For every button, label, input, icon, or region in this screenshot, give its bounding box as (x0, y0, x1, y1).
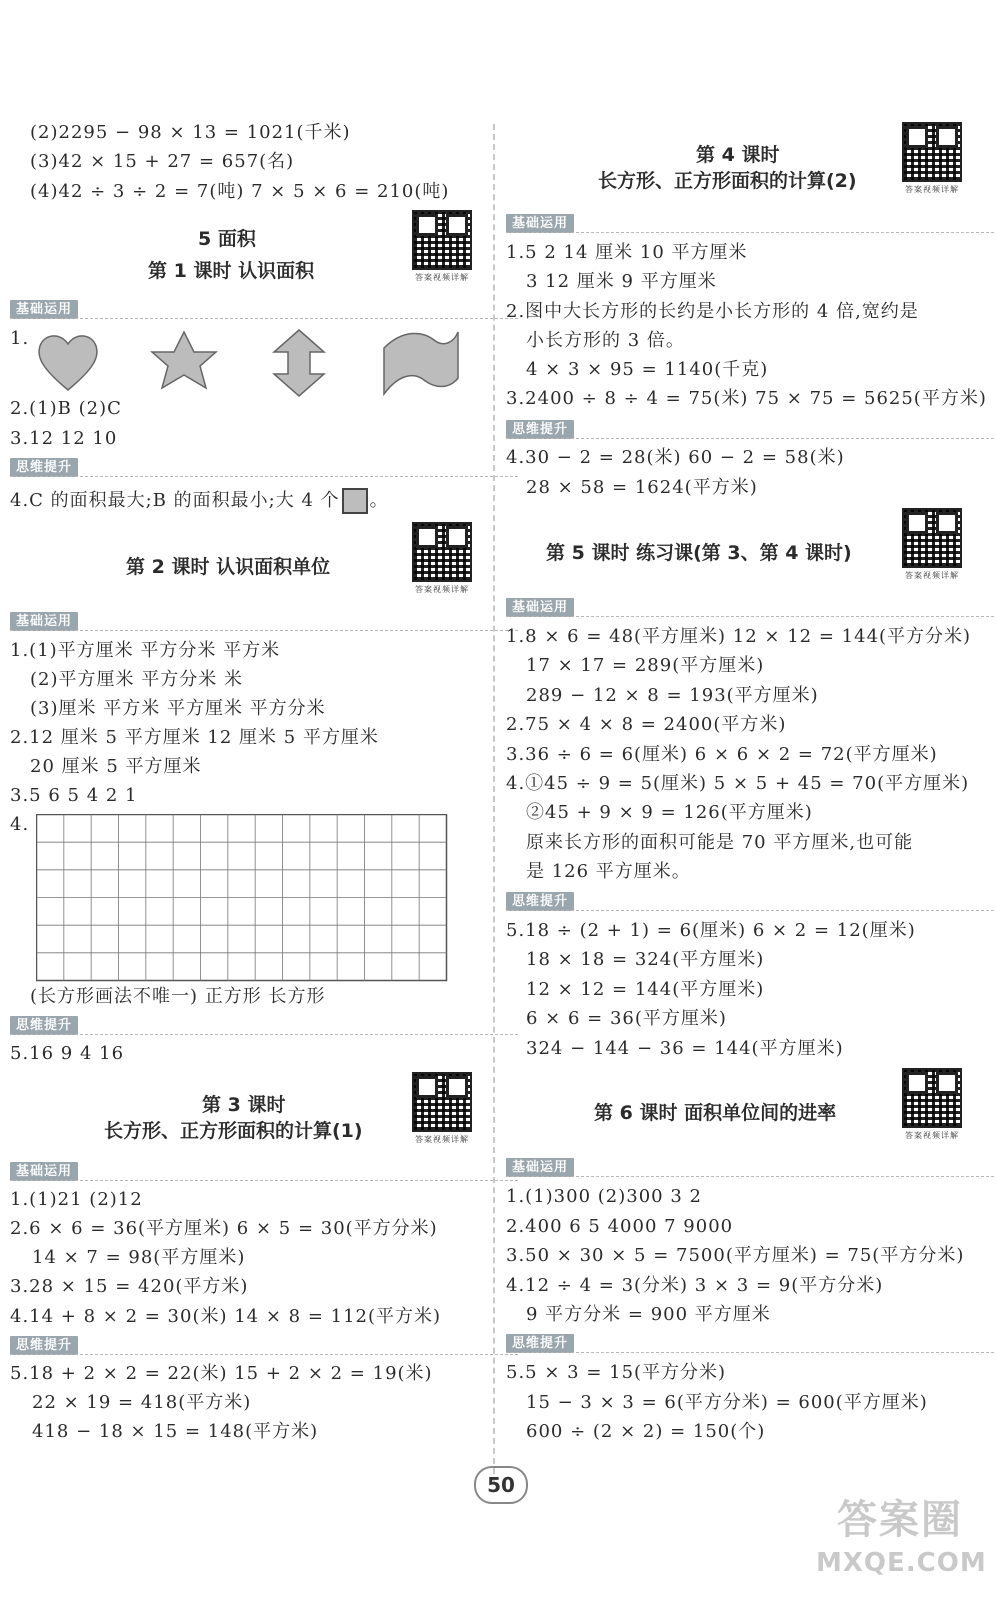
section-tag-think: 思维提升 (10, 1336, 78, 1355)
qr-code-icon (902, 508, 962, 568)
answer-line: 20 厘米 5 平方厘米 (30, 756, 202, 777)
double-arrow-shape (274, 330, 324, 396)
qr-code[interactable] (896, 1068, 968, 1141)
answer-line: 15 − 3 × 3 = 6(平方分米) = 600(平方厘米) (526, 1392, 928, 1413)
answer-line: 1.(1)300 (2)300 3 2 (506, 1186, 702, 1207)
lesson-subtitle: 长方形、正方形面积的计算(2) (598, 170, 857, 192)
star-shape (152, 332, 216, 388)
answer-line: ②45 + 9 × 9 = 126(平方厘米) (526, 802, 813, 823)
section-tag-basic: 基础运用 (10, 1162, 78, 1181)
answer-line: 3 12 厘米 9 平方厘米 (526, 271, 717, 292)
qr-code-icon (412, 1072, 472, 1132)
qr-code-icon (412, 522, 472, 582)
qr-caption: 答案视频详解 (905, 185, 959, 194)
lesson-title: 第 5 课时 练习课(第 3、第 4 课时) (546, 542, 852, 564)
answer-line: 289 − 12 × 8 = 193(平方厘米) (526, 685, 819, 706)
unit-square-icon (342, 488, 368, 514)
answer-line: 4 × 3 × 95 = 1140(千克) (526, 359, 769, 380)
answer-line: 1. (10, 328, 30, 349)
qr-caption: 答案视频详解 (415, 585, 469, 594)
answer-line: 9 平方分米 = 900 平方厘米 (526, 1304, 771, 1325)
answer-line: 12 × 12 = 144(平方厘米) (526, 979, 765, 1000)
answer-line: 6 × 6 = 36(平方厘米) (526, 1008, 727, 1029)
answer-line: 22 × 19 = 418(平方米) (32, 1392, 252, 1413)
answer-line: 2.75 × 4 × 8 = 2400(平方米) (506, 714, 787, 735)
qr-caption: 答案视频详解 (905, 571, 959, 580)
qr-caption: 答案视频详解 (905, 1131, 959, 1140)
left-column (8, 0, 488, 1480)
answer-line: 2.图中大长方形的长约是小长方形的 4 倍,宽约是 (506, 301, 919, 322)
section-tag-think: 思维提升 (506, 420, 574, 439)
answer-line: 2.(1)B (2)C (10, 398, 122, 419)
answer-line: 5.5 × 3 = 15(平方分米) (506, 1362, 727, 1383)
lesson-title: 第 6 课时 面积单位间的进率 (594, 1102, 837, 1124)
answer-line: 4.14 + 8 × 2 = 30(米) 14 × 8 = 112(平方米) (10, 1306, 442, 1327)
answer-line: 3.2400 ÷ 8 ÷ 4 = 75(米) 75 × 75 = 5625(平方米) (506, 388, 987, 409)
answer-line: 5.16 9 4 16 (10, 1043, 125, 1064)
section-tag-think: 思维提升 (10, 458, 78, 477)
answer-line: 5.18 + 2 × 2 = 22(米) 15 + 2 × 2 = 19(米) (10, 1363, 433, 1384)
lesson-title: 第 1 课时 认识面积 (148, 260, 315, 282)
answer-line: 3.12 12 10 (10, 428, 118, 449)
answer-line: 28 × 58 = 1624(平方米) (526, 477, 758, 498)
square-grid (36, 814, 448, 982)
section-tag-think: 思维提升 (506, 1334, 574, 1353)
section-tag-basic: 基础运用 (506, 598, 574, 617)
column-divider (493, 124, 495, 1484)
answer-line: 324 − 144 − 36 = 144(平方厘米) (526, 1038, 844, 1059)
watermark-url: MXQE.COM (816, 1548, 987, 1578)
qr-code[interactable] (406, 522, 478, 595)
heart-shape (39, 336, 97, 390)
qr-code-icon (902, 1068, 962, 1128)
section-tag-think: 思维提升 (506, 892, 574, 911)
answer-text: 4.C 的面积最大;B 的面积最小;大 4 个 (10, 490, 340, 511)
answer-line: 3.50 × 30 × 5 = 7500(平方厘米) = 75(平方分米) (506, 1245, 965, 1266)
answer-line (10, 488, 389, 514)
answer-line: (4)42 ÷ 3 ÷ 2 = 7(吨) 7 × 5 × 6 = 210(吨) (30, 181, 450, 202)
answer-line: 1.5 2 14 厘米 10 平方厘米 (506, 242, 748, 263)
qr-code-icon (902, 122, 962, 182)
answer-line: 18 × 18 = 324(平方厘米) (526, 949, 765, 970)
section-tag-think: 思维提升 (10, 1016, 78, 1035)
answer-line: 3.36 ÷ 6 = 6(厘米) 6 × 6 × 2 = 72(平方厘米) (506, 744, 938, 765)
lesson-title: 第 2 课时 认识面积单位 (126, 556, 331, 578)
flag-shape (384, 332, 458, 394)
answer-line: 1.8 × 6 = 48(平方厘米) 12 × 12 = 144(平方分米) (506, 626, 972, 647)
shapes-figure (34, 328, 464, 398)
answer-line: 4.30 − 2 = 28(米) 60 − 2 = 58(米) (506, 447, 845, 468)
right-column (506, 0, 986, 1480)
qr-caption: 答案视频详解 (415, 1135, 469, 1144)
answer-line: (2)平方厘米 平方分米 米 (30, 669, 243, 690)
lesson-title: 第 4 课时 (696, 144, 780, 166)
qr-caption: 答案视频详解 (415, 273, 469, 282)
qr-code-icon (412, 210, 472, 270)
answer-line: 14 × 7 = 98(平方厘米) (32, 1247, 246, 1268)
qr-code[interactable] (406, 210, 478, 283)
answer-line: 2.6 × 6 = 36(平方厘米) 6 × 5 = 30(平方分米) (10, 1218, 438, 1239)
answer-line: 小长方形的 3 倍。 (526, 330, 685, 351)
answer-line: 17 × 17 = 289(平方厘米) (526, 655, 765, 676)
qr-code[interactable] (406, 1072, 478, 1145)
answer-line: 4. (10, 814, 30, 835)
answer-line: 1.(1)平方厘米 平方分米 平方米 (10, 640, 281, 661)
answer-line: 600 ÷ (2 × 2) = 150(个) (526, 1421, 766, 1442)
section-tag-basic: 基础运用 (506, 1158, 574, 1177)
qr-code[interactable] (896, 122, 968, 195)
qr-code[interactable] (896, 508, 968, 581)
answer-text: 。 (369, 490, 389, 511)
lesson-subtitle: 长方形、正方形面积的计算(1) (104, 1120, 363, 1142)
answer-line: 是 126 平方厘米。 (526, 861, 691, 882)
figure-caption: (长方形画法不唯一) 正方形 长方形 (30, 986, 326, 1007)
page-number: 50 (474, 1466, 528, 1504)
watermark-text: 答案圈 (837, 1497, 963, 1543)
answer-line: 4.12 ÷ 4 = 3(分米) 3 × 3 = 9(平方分米) (506, 1275, 884, 1296)
answer-line: 3.28 × 15 = 420(平方米) (10, 1276, 249, 1297)
answer-line: 3.5 6 5 4 2 1 (10, 785, 138, 806)
answer-line: 418 − 18 × 15 = 148(平方米) (32, 1421, 319, 1442)
answer-line: 5.18 ÷ (2 + 1) = 6(厘米) 6 × 2 = 12(厘米) (506, 920, 916, 941)
answer-line: (2)2295 − 98 × 13 = 1021(千米) (30, 122, 351, 143)
section-tag-basic: 基础运用 (10, 300, 78, 319)
watermark (816, 1494, 987, 1594)
answer-line: 2.400 6 5 4000 7 9000 (506, 1216, 734, 1237)
answer-line: (3)厘米 平方米 平方厘米 平方分米 (30, 698, 326, 719)
answer-line: 2.12 厘米 5 平方厘米 12 厘米 5 平方厘米 (10, 727, 379, 748)
section-tag-basic: 基础运用 (506, 214, 574, 233)
unit-title: 5 面积 (198, 228, 256, 250)
answer-line: 4.①45 ÷ 9 = 5(厘米) 5 × 5 + 45 = 70(平方厘米) (506, 773, 970, 794)
answer-line: 原来长方形的面积可能是 70 平方厘米,也可能 (526, 832, 914, 853)
section-tag-basic: 基础运用 (10, 612, 78, 631)
answer-line: (3)42 × 15 + 27 = 657(名) (30, 151, 295, 172)
answer-line: 1.(1)21 (2)12 (10, 1189, 143, 1210)
lesson-title: 第 3 课时 (202, 1094, 286, 1116)
